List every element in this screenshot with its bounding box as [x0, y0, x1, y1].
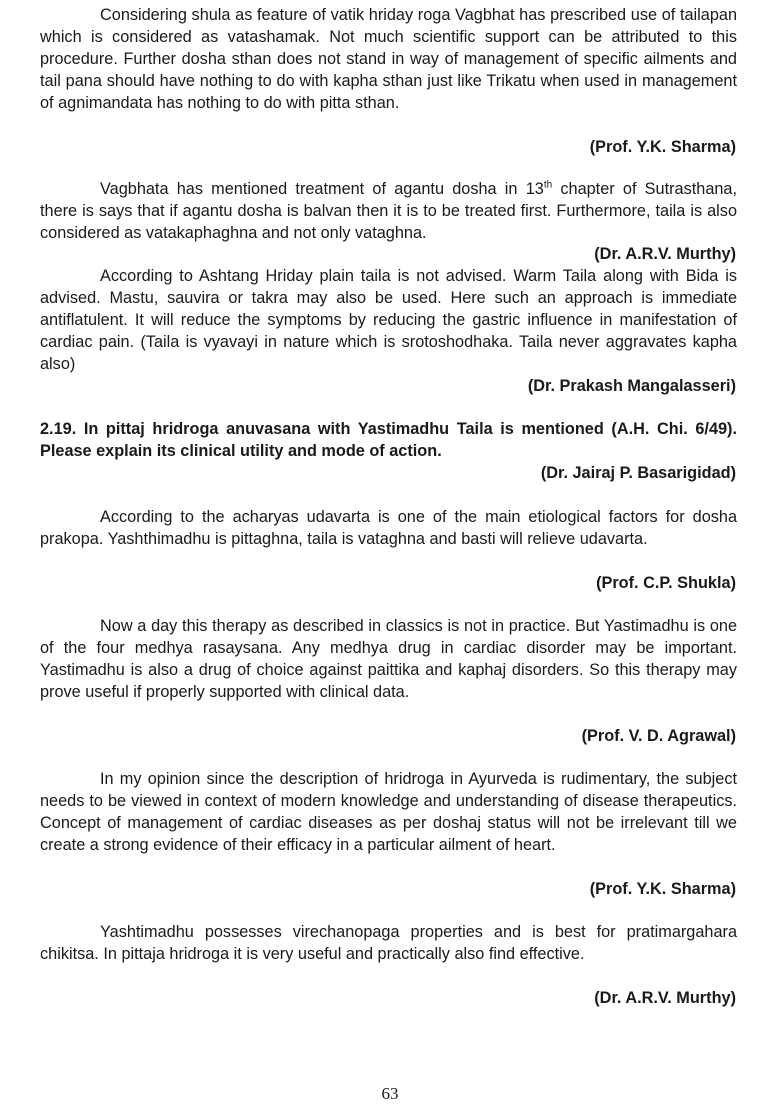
paragraph-tailapan: Considering shula as feature of vatik hriday roga Vagbhat has prescribed use of tailapan which is considered as vatashamak. Not much scientific support can be attributed to this procedure. Further dosha sthan does not stand in way of management of specific ailments and tail pana should have nothing to do with kapha sthan just like Trikatu when used in management of agnimandata has nothing to do with pitta sthan. — [40, 6, 737, 112]
attribution-arv-murthy-2: (Dr. A.R.V. Murthy) — [594, 989, 736, 1007]
paragraph-virechanopaga: Yashtimadhu possesses virechanopaga properties and is best for pratimargahara chikitsa. In pittaja hridroga it is very useful and practically also find effective. — [40, 923, 737, 963]
attribution-vd-agrawal: (Prof. V. D. Agrawal) — [581, 727, 736, 745]
superscript-th: th — [543, 179, 553, 191]
paragraph-agantu-dosha-text-start: Vagbhata has mentioned treatment of agantu dosha in 13 — [100, 180, 544, 198]
paragraph-medhya-rasaysana: Now a day this therapy as described in classics is not in practice. But Yastimadhu is one of the four medhya rasaysana. Any medhya drug in cardiac disorder may be important. Yastimadhu is also a drug of choice against paittika and kaphaj disorders. So this therapy may prove useful if properly supported with clinical data. — [40, 617, 737, 701]
attribution-yk-sharma-2: (Prof. Y.K. Sharma) — [589, 880, 736, 898]
attribution-cp-shukla: (Prof. C.P. Shukla) — [596, 574, 736, 592]
attribution-jairaj-basarigidad: (Dr. Jairaj P. Basarigidad) — [540, 464, 736, 482]
page-number: 63 — [381, 1084, 399, 1103]
question-2-19: 2.19. In pittaj hridroga anuvasana with Yastimadhu Taila is mentioned (A.H. Chi. 6/49). Please explain its clinical utility and mode of action. — [40, 420, 737, 460]
paragraph-agantu-dosha-text-end: chapter of Sutrasthana, there is says that if agantu dosha is balvan then it is to be treated first. Furthermore, taila is also considered as vatakaphaghna and not only vataghna. — [40, 180, 738, 242]
attribution-prakash-mangalasseri: (Dr. Prakash Mangalasseri) — [527, 377, 736, 395]
paragraph-ashtang-hriday: According to Ashtang Hriday plain taila is not advised. Warm Taila along with Bida is advised. Mastu, sauvira or takra may also be used. Here such an approach is immediate antiflatulent. It will reduce the symptoms by reducing the gastric influence in manifestation of cardiac pain. (Taila is vyavayi in nature which is srotoshodhaka. Taila never aggravates kapha also) — [40, 267, 737, 373]
paragraph-agantu-dosha — [40, 178, 737, 244]
attribution-yk-sharma-1: (Prof. Y.K. Sharma) — [589, 138, 736, 156]
attribution-arv-murthy-1: (Dr. A.R.V. Murthy) — [594, 245, 736, 263]
paragraph-modern-knowledge: In my opinion since the description of hridroga in Ayurveda is rudimentary, the subject needs to be viewed in context of modern knowledge and understanding of disease therapeutics. Concept of management of cardiac diseases as per doshaj status will not be irrelevant till we create a strong evidence of their efficacy in a particular ailment of heart. — [40, 770, 737, 854]
paragraph-udavarta: According to the acharyas udavarta is one of the main etiological factors for dosha prakopa. Yashthimadhu is pittaghna, taila is vataghna and basti will relieve udavarta. — [40, 508, 737, 548]
